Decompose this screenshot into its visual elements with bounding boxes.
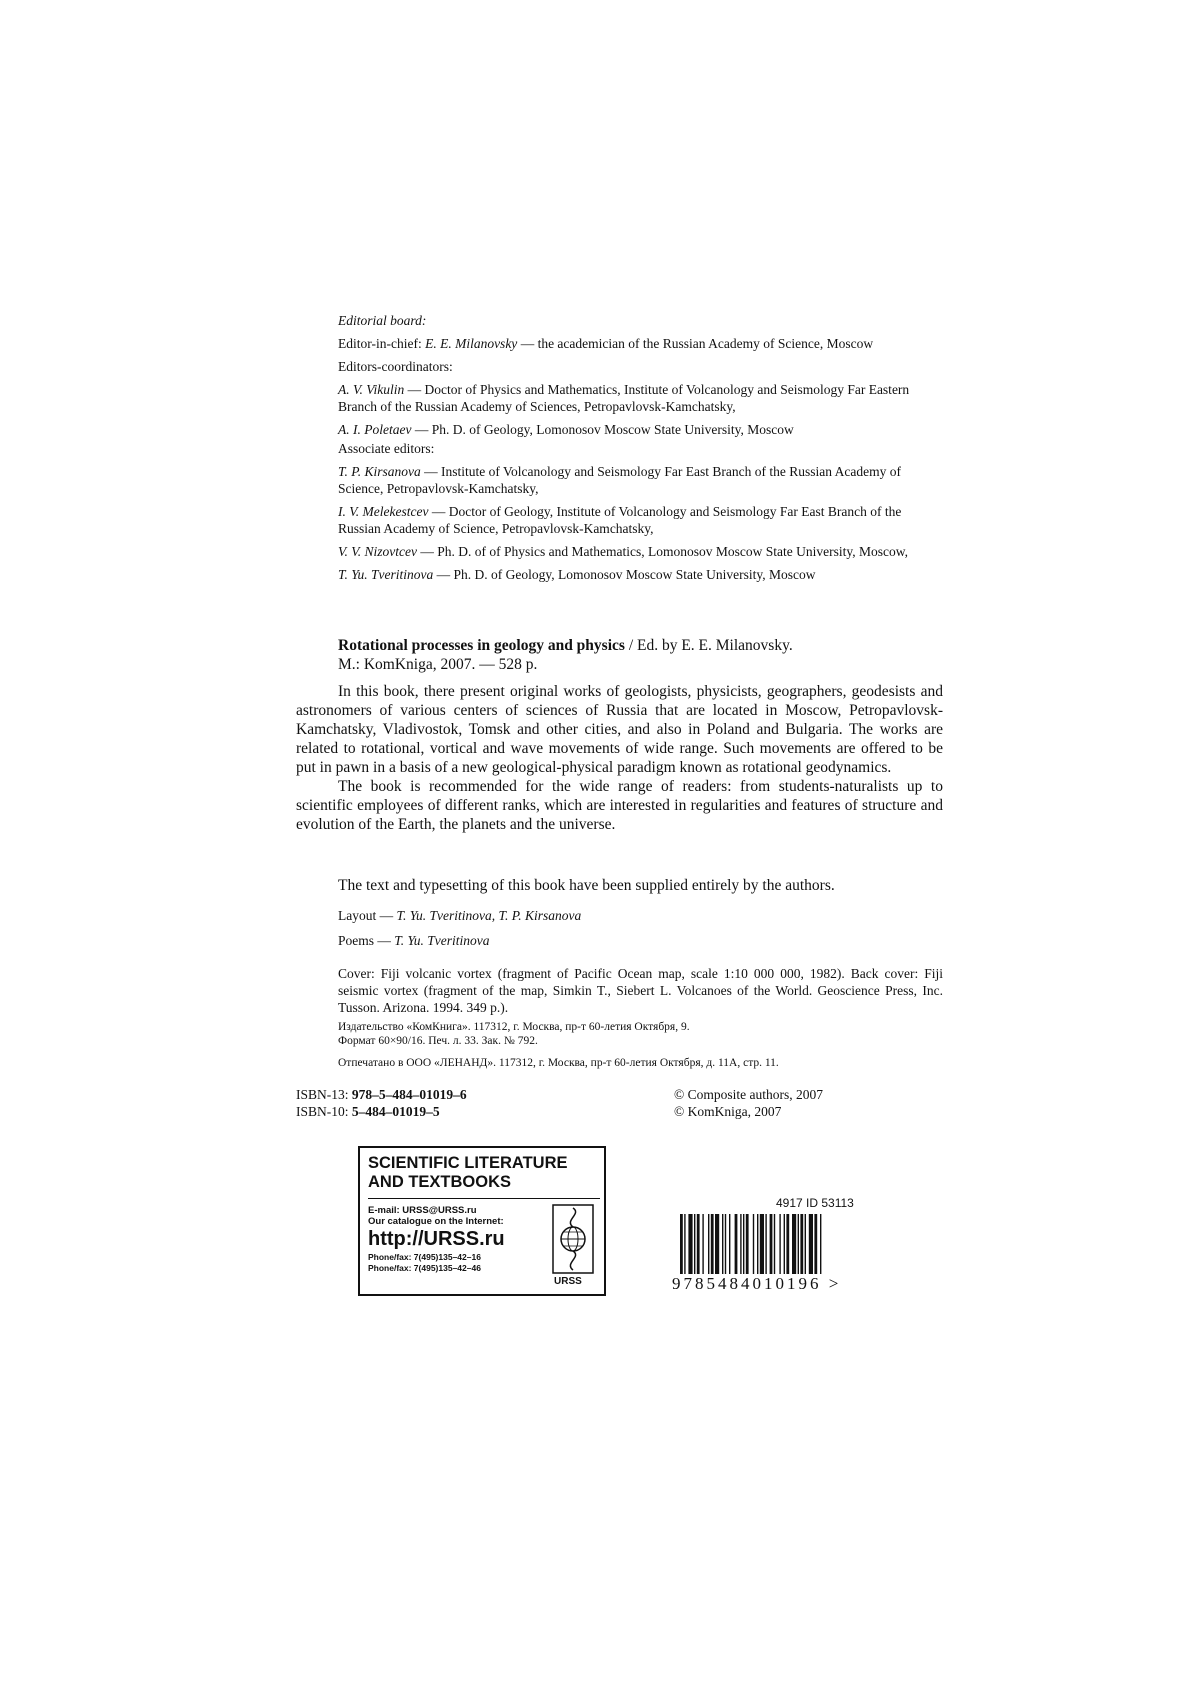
barcode-bar xyxy=(725,1214,726,1274)
barcode-bar xyxy=(774,1214,775,1274)
copyright-authors: © Composite authors, 2007 xyxy=(674,1087,824,1102)
barcode-bar xyxy=(800,1214,803,1274)
book-citation xyxy=(338,636,943,674)
editor-in-chief: Editor-in-chief: E. E. Milanovsky — the academician of the Russian Academy of Science, Moscow xyxy=(338,336,874,351)
barcode-bars xyxy=(680,1214,870,1274)
book-abstract xyxy=(296,682,943,834)
barcode-digits: 9785484010196 > xyxy=(672,1274,842,1293)
credits xyxy=(338,876,943,1016)
associate-entry: T. P. Kirsanova — Institute of Volcanology and Seismology Far East Branch of the Russian Academy of Science, Petropavlovsk-Kamchatsky, xyxy=(338,464,901,496)
urss-phone: Phone/fax: 7(495)135–42–46 xyxy=(368,1263,481,1273)
barcode-bar xyxy=(784,1214,785,1274)
poems-credit: Poems — T. Yu. Tveritinova xyxy=(338,933,490,948)
barcode-bar xyxy=(740,1214,741,1274)
editorial-heading: Editorial board: xyxy=(338,313,427,328)
barcode-bar xyxy=(765,1214,766,1274)
barcode-bar xyxy=(814,1214,817,1274)
associate-entry: I. V. Melekestcev — Doctor of Geology, Institute of Volcanology and Seismology Far East Branch of the Russian Academy of Science, Petropavlovsk-Kamchatsky, xyxy=(338,504,902,536)
russian-printer-line: Отпечатано в ООО «ЛЕНАНД». 117312, г. Москва, пр-т 60-летия Октября, д. 11А, стр. 11. xyxy=(338,1057,779,1069)
coordinator-entry: A. I. Poletaev — Ph. D. of Geology, Lomonosov Moscow State University, Moscow xyxy=(338,422,794,437)
typesetting-note: The text and typesetting of this book have been supplied entirely by the authors. xyxy=(338,877,835,894)
russian-format-line: Формат 60×90/16. Печ. л. 33. Зак. № 792. xyxy=(338,1035,538,1047)
isbn-block xyxy=(296,1086,467,1120)
barcode-bar xyxy=(805,1214,806,1274)
book-title-line: Rotational processes in geology and physics / Ed. by E. E. Milanovsky. xyxy=(338,637,793,654)
isbn-10: ISBN-10: 5–484–01019–5 xyxy=(296,1104,440,1119)
associate-heading: Associate editors: xyxy=(338,441,435,456)
barcode-bar xyxy=(715,1214,719,1274)
barcode-bar xyxy=(694,1214,695,1274)
urss-advert-box xyxy=(358,1146,606,1296)
associate-entry: V. V. Nizovtcev — Ph. D. of of Physics and Mathematics, Lomonosov Moscow State University, Moscow, xyxy=(338,544,908,559)
coordinator-entry: A. V. Vikulin — Doctor of Physics and Mathematics, Institute of Volcanology and Seismology Far Eastern Branch of the Russian Academy of Sciences, Petropavlovsk-Kamchatsky, xyxy=(338,382,910,414)
barcode-bar xyxy=(680,1214,683,1274)
barcode-bar xyxy=(735,1214,738,1274)
urss-phone: Phone/fax: 7(495)135–42–16 xyxy=(368,1252,481,1262)
urss-contact xyxy=(368,1205,504,1227)
barcode-bar xyxy=(746,1214,749,1274)
barcode-bar xyxy=(753,1214,754,1274)
urss-divider xyxy=(368,1198,600,1199)
editorial-board xyxy=(338,312,943,589)
barcode-bar xyxy=(786,1214,789,1274)
barcode-bar xyxy=(711,1214,714,1274)
barcode-bar xyxy=(722,1214,723,1274)
barcode-bar xyxy=(792,1214,796,1274)
russian-publisher-line: Издательство «КомКнига». 117312, г. Москва, пр-т 60-летия Октября, 9. xyxy=(338,1021,690,1033)
urss-phones xyxy=(368,1252,481,1274)
barcode-bar xyxy=(729,1214,730,1274)
copyright-block xyxy=(674,1086,823,1120)
barcode-bar xyxy=(702,1214,703,1274)
barcode-bar xyxy=(809,1214,813,1274)
urss-logo-label: URSS xyxy=(554,1276,582,1287)
barcode-bar xyxy=(708,1214,709,1274)
barcode-bar xyxy=(770,1214,773,1274)
barcode-bar xyxy=(684,1214,685,1274)
urss-email: E-mail: URSS@URSS.ru xyxy=(368,1205,477,1216)
abstract-paragraph: The book is recommended for the wide range of readers: from students-naturalists up to scientific employees of different ranks, which are interested in regularities and features of structure and evolution of the Earth, the planets and the universe. xyxy=(296,778,943,833)
barcode-bar xyxy=(743,1214,744,1274)
barcode xyxy=(672,1196,902,1296)
copyright-publisher: © KomKniga, 2007 xyxy=(674,1104,782,1119)
barcode-bar xyxy=(757,1214,758,1274)
barcode-bar xyxy=(688,1214,692,1274)
urss-logo-icon xyxy=(552,1204,594,1274)
urss-catalogue-note: Our catalogue on the Internet: xyxy=(368,1216,504,1227)
urss-title: SCIENTIFIC LITERATURE AND TEXTBOOKS xyxy=(368,1154,568,1191)
urss-url: http://URSS.ru xyxy=(368,1228,505,1250)
isbn-13: ISBN-13: 978–5–484–01019–6 xyxy=(296,1087,467,1102)
barcode-bar xyxy=(820,1214,821,1274)
barcode-bar xyxy=(798,1214,799,1274)
russian-imprint xyxy=(338,1020,943,1070)
cover-note: Cover: Fiji volcanic vortex (fragment of Pacific Ocean map, scale 1:10 000 000, 1982). Back cover: Fiji seismic vortex (fragment of the map, Simkin T., Siebert L. Volcanoes of the World. Geoscience Press, Inc. Tusson. Arizona. 1994. 349 p.). xyxy=(338,966,943,1015)
abstract-paragraph: In this book, there present original works of geologists, physicists, geographers, geodesists and astronomers of various centers of sciences of Russia that are located in Moscow, Petropavlovsk-Kamchatsky, Vladivostok, Tomsk and other cities, and also in Poland and Bulgaria. The works are related to rotational, vortical and wave movements of wide range. Such movements are offered to be put in pawn in a basis of a new geological-physical paradigm known as rotational geodynamics. xyxy=(296,683,943,776)
barcode-code: 4917 ID 53113 xyxy=(776,1196,854,1210)
barcode-bar xyxy=(760,1214,764,1274)
barcode-bar xyxy=(779,1214,780,1274)
coordinators-heading: Editors-coordinators: xyxy=(338,359,453,374)
layout-credit: Layout — T. Yu. Tveritinova, T. P. Kirsanova xyxy=(338,908,582,923)
barcode-bar xyxy=(697,1214,700,1274)
associate-entry: T. Yu. Tveritinova — Ph. D. of Geology, Lomonosov Moscow State University, Moscow xyxy=(338,567,816,582)
book-imprint: M.: KomKniga, 2007. — 528 p. xyxy=(338,656,538,673)
